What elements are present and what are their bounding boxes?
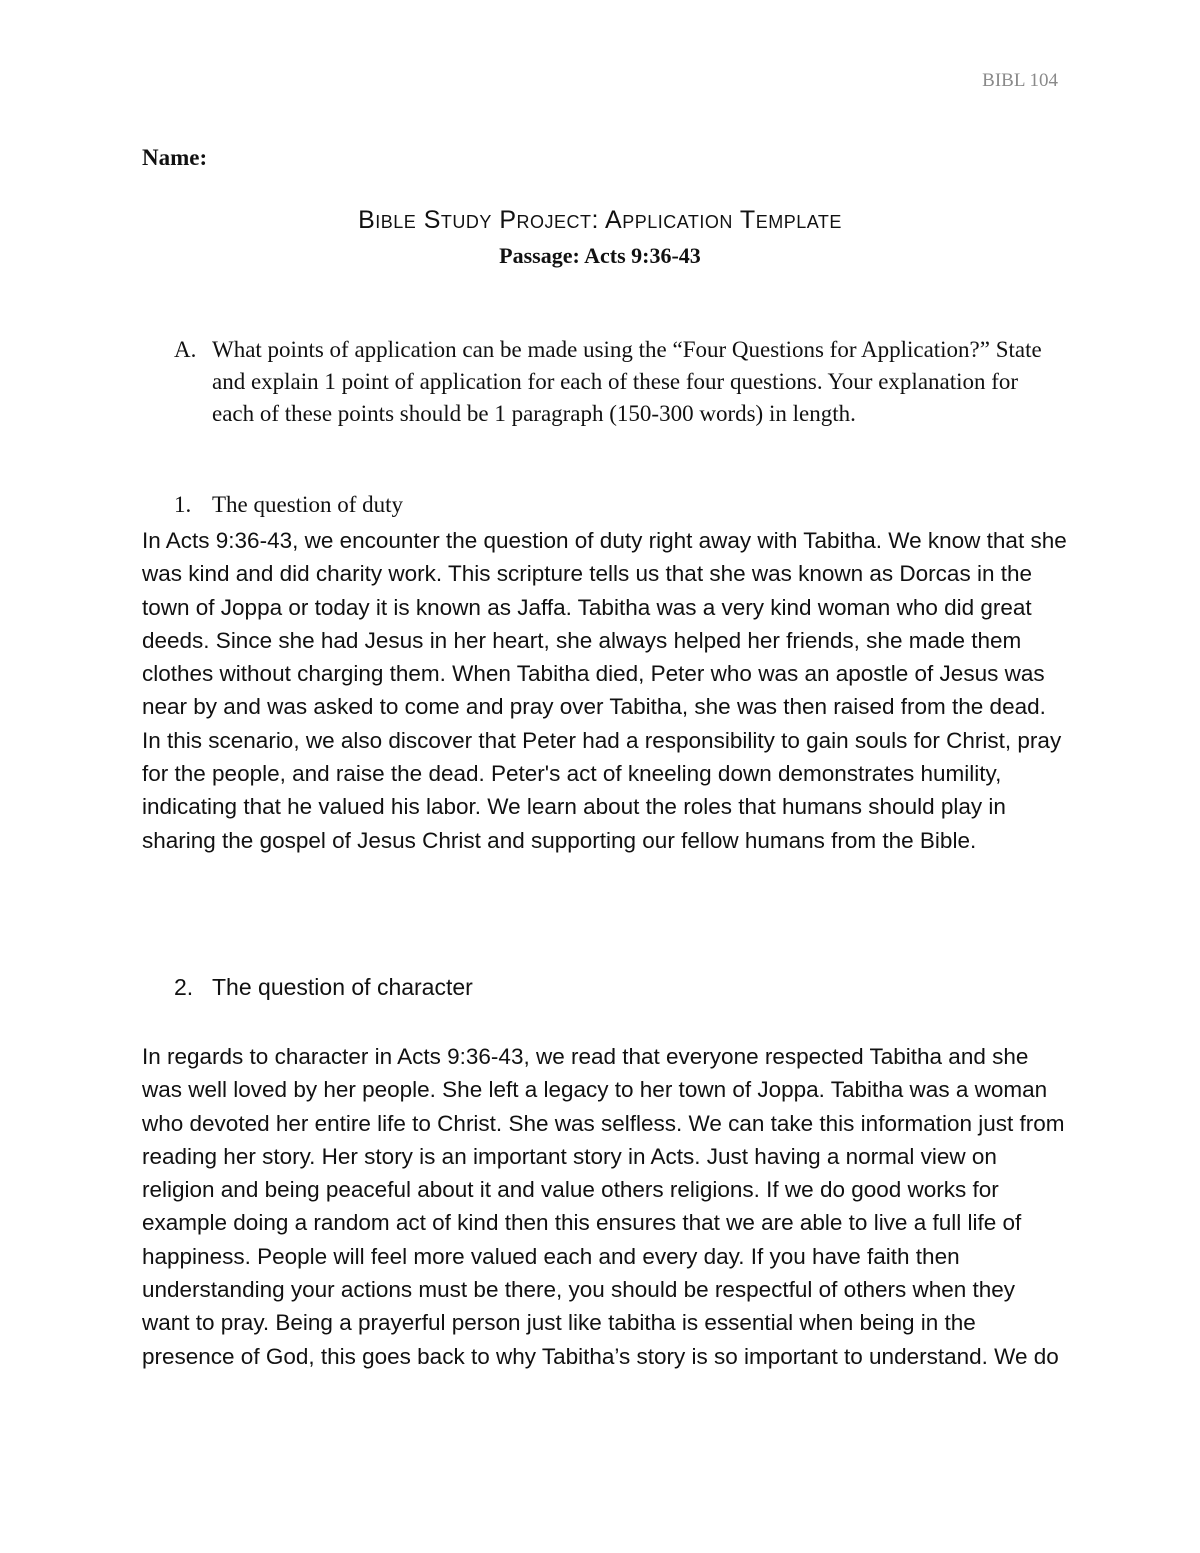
item-1-number: 1. [174,492,192,517]
item-1-paragraph: In Acts 9:36-43, we encounter the question of duty right away with Tabitha. We know that she was kind and did charity work. This scripture tells us that she was known as Dorcas in the town of Joppa or today it is known as Jaffa. Tabitha was a very kind woman who did great deeds. Since she had Jesus in her heart, she always helped her friends, she made them clothes without charging them. When Tabitha died, Peter who was an apostle of Jesus was near by and was asked to come and pray over Tabitha, she was then raised from the dead. In this scenario, we also discover that Peter had a responsibility to gain souls for Christ, pray for the people, and raise the dead. Peter's act of kneeling down demonstrates humility, indicating that he valued his labor. We learn about the roles that humans should play in sharing the gospel of Jesus Christ and supporting our fellow humans from the Bible. [142,528,1067,853]
item-1-title: The question of duty [212,492,403,517]
course-code: BIBL 104 [982,70,1058,91]
passage-reference: Passage: Acts 9:36-43 [499,243,701,268]
name-label: Name: [142,145,208,170]
document-title: Bible Study Project: Application Template [358,206,842,234]
question-a [174,334,1074,430]
question-a-text: What points of application can be made using the “Four Questions for Application?” State and explain 1 point of application for each of these four questions. Your explanation for each of these points should be 1 paragraph (150-300 words) in length. [212,337,1042,426]
item-1-heading [174,492,403,518]
question-a-marker: A. [174,337,197,362]
item-2-title: The question of character [212,974,473,1000]
item-2-heading [174,974,473,1001]
item-2-number: 2. [174,974,194,1000]
item-2-paragraph: In regards to character in Acts 9:36-43, we read that everyone respected Tabitha and she was well loved by her people. She left a legacy to her town of Joppa. Tabitha was a woman who devoted her entire life to Christ. She was selfless. We can take this information just from reading her story. Her story is an important story in Acts. Just having a normal view on religion and being peaceful about it and value others religions. If we do good works for example doing a random act of kind then this ensures that we are able to live a full life of happiness. People will feel more valued each and every day. If you have faith then understanding your actions must be there, you should be respectful of others when they want to pray. Being a prayerful person just like tabitha is essential when being in the presence of God, this goes back to why Tabitha’s story is so important to understand. We do [142,1044,1065,1369]
